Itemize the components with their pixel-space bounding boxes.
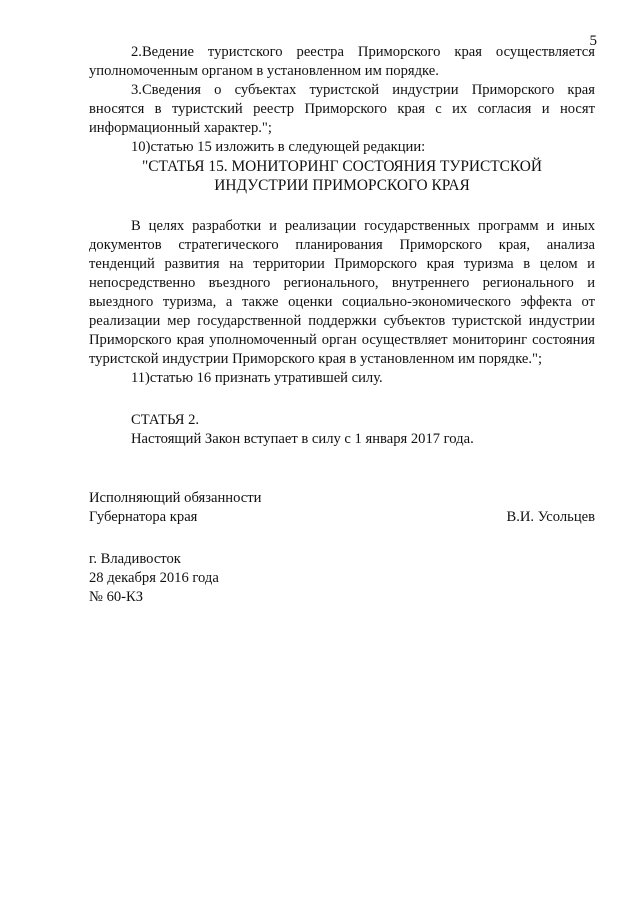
document-number: № 60-КЗ: [89, 589, 144, 605]
paragraph-registry-info: 3.Сведения о субъектах туристской индустрии Приморского края вносятся в туристский реестр Приморского края с их согласия и носят информационный характер.";: [89, 82, 595, 136]
article-2-heading: СТАТЬЯ 2.: [131, 412, 200, 428]
document-date: 28 декабря 2016 года: [89, 570, 219, 586]
article-2-text: Настоящий Закон вступает в силу с 1 января 2017 года.: [131, 431, 474, 447]
signatory-title-line-1: Исполняющий обязанности: [89, 490, 262, 506]
document-body: [89, 43, 595, 607]
article-15-body: В целях разработки и реализации государственных программ и иных документов стратегического планирования Приморского края, анализа тенденций развития на территории Приморского края туризма в целом и непосредственно въездного регионального, внутреннего регионального и выездного туризма, а также оценки социально-экономического эффекта от реализации мер государственной поддержки субъектов туристской индустрии Приморского края уполномоченный орган осуществляет мониторинг состояния туристской индустрии Приморского края в установленном им порядке.";: [89, 218, 595, 367]
article-15-heading-line-1: "СТАТЬЯ 15. МОНИТОРИНГ СОСТОЯНИЯ ТУРИСТСКОЙ: [141, 158, 543, 175]
place-city: г. Владивосток: [89, 551, 181, 567]
signatory-name: В.И. Усольцев: [506, 509, 595, 525]
page-number: 5: [589, 33, 597, 49]
amendment-item-11: 11)статью 16 признать утратившей силу.: [131, 370, 383, 386]
signatory-title-line-2: Губернатора края: [89, 509, 198, 525]
article-15-heading-line-2: ИНДУСТРИИ ПРИМОРСКОГО КРАЯ: [214, 177, 470, 194]
signature-row: [89, 508, 595, 527]
amendment-item-10: 10)статью 15 изложить в следующей редакции:: [131, 139, 426, 155]
paragraph-registry-maintenance: 2.Ведение туристского реестра Приморского края осуществляется уполномоченным органом в установленном им порядке.: [89, 44, 595, 79]
